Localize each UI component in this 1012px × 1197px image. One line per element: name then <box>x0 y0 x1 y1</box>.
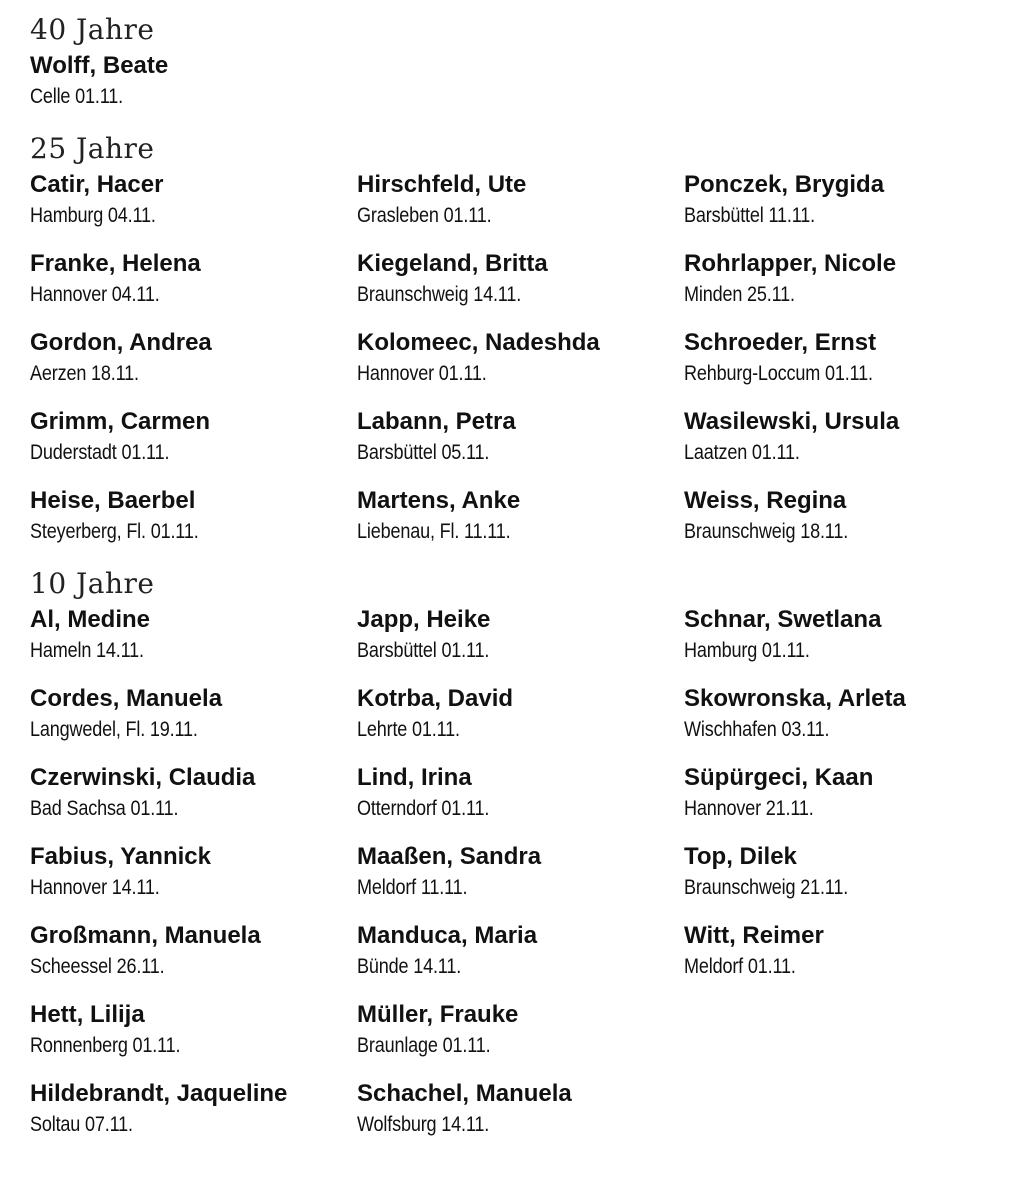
place-date: Hannover 21.11. <box>684 797 814 820</box>
person-name: Ponczek, Brygida <box>684 171 885 198</box>
place-date: Celle 01.11. <box>30 85 123 108</box>
person-name: Czerwinski, Claudia <box>30 764 256 791</box>
list-item <box>30 485 357 550</box>
list-item <box>357 406 684 471</box>
list-item <box>30 248 357 313</box>
list-item <box>30 841 357 906</box>
place-date: Hamburg 04.11. <box>30 204 156 227</box>
list-item <box>684 683 1000 748</box>
jubilee-list <box>30 10 1000 1143</box>
entries-grid <box>30 169 1000 550</box>
list-item <box>684 762 1000 827</box>
person-name: Maaßen, Sandra <box>357 843 542 870</box>
person-name: Kolomeec, Nadeshda <box>357 329 600 356</box>
place-date: Liebenau, Fl. 11.11. <box>357 520 511 543</box>
list-item <box>357 762 684 827</box>
list-item <box>684 406 1000 471</box>
person-name: Martens, Anke <box>357 487 521 514</box>
person-name: Wolff, Beate <box>30 52 169 79</box>
list-item <box>357 248 684 313</box>
place-date: Hameln 14.11. <box>30 639 144 662</box>
list-item <box>30 604 357 669</box>
place-date: Laatzen 01.11. <box>684 441 800 464</box>
list-item <box>30 999 357 1064</box>
person-name: Manduca, Maria <box>357 922 538 949</box>
person-name: Hildebrandt, Jaqueline <box>30 1080 288 1107</box>
section-25-jahre <box>30 129 1000 550</box>
place-date: Barsbüttel 01.11. <box>357 639 490 662</box>
list-item <box>30 1078 357 1143</box>
list-item <box>30 762 357 827</box>
person-name: Catir, Hacer <box>30 171 164 198</box>
empty-cell <box>684 1078 1000 1143</box>
place-date: Bünde 14.11. <box>357 955 462 978</box>
person-name: Heise, Baerbel <box>30 487 196 514</box>
list-item <box>30 169 357 234</box>
place-date: Langwedel, Fl. 19.11. <box>30 718 198 741</box>
person-name: Japp, Heike <box>357 606 491 633</box>
person-name: Cordes, Manuela <box>30 685 223 712</box>
place-date: Rehburg-Loccum 01.11. <box>684 362 873 385</box>
place-date: Braunlage 01.11. <box>357 1034 491 1057</box>
person-name: Franke, Helena <box>30 250 201 277</box>
person-name: Skowronska, Arleta <box>684 685 906 712</box>
list-item <box>684 327 1000 392</box>
list-item <box>684 169 1000 234</box>
person-name: Schnar, Swetlana <box>684 606 882 633</box>
list-item <box>357 1078 684 1143</box>
list-item <box>357 999 684 1064</box>
person-name: Rohrlapper, Nicole <box>684 250 897 277</box>
person-name: Süpürgeci, Kaan <box>684 764 874 791</box>
place-date: Barsbüttel 11.11. <box>684 204 815 227</box>
place-date: Lehrte 01.11. <box>357 718 460 741</box>
place-date: Hannover 01.11. <box>357 362 487 385</box>
place-date: Otterndorf 01.11. <box>357 797 490 820</box>
person-name: Müller, Frauke <box>357 1001 519 1028</box>
list-item <box>30 50 357 115</box>
person-name: Labann, Petra <box>357 408 516 435</box>
list-item <box>357 920 684 985</box>
place-date: Soltau 07.11. <box>30 1113 133 1136</box>
place-date: Meldorf 01.11. <box>684 955 796 978</box>
section-40-jahre <box>30 10 1000 115</box>
empty-cell <box>684 999 1000 1064</box>
person-name: Schachel, Manuela <box>357 1080 572 1107</box>
person-name: Fabius, Yannick <box>30 843 211 870</box>
section-10-jahre <box>30 564 1000 1143</box>
place-date: Hamburg 01.11. <box>684 639 810 662</box>
person-name: Wasilewski, Ursula <box>684 408 900 435</box>
list-item <box>357 604 684 669</box>
place-date: Grasleben 01.11. <box>357 204 492 227</box>
section-title: 40 Jahre <box>30 13 155 46</box>
entries-grid <box>30 604 1000 1143</box>
list-item <box>357 841 684 906</box>
place-date: Hannover 04.11. <box>30 283 160 306</box>
person-name: Gordon, Andrea <box>30 329 212 356</box>
place-date: Braunschweig 14.11. <box>357 283 522 306</box>
list-item <box>684 841 1000 906</box>
person-name: Al, Medine <box>30 606 151 633</box>
place-date: Scheessel 26.11. <box>30 955 165 978</box>
list-item <box>30 406 357 471</box>
section-title: 25 Jahre <box>30 132 155 165</box>
list-item <box>684 485 1000 550</box>
person-name: Großmann, Manuela <box>30 922 261 949</box>
person-name: Weiss, Regina <box>684 487 847 514</box>
list-item <box>357 485 684 550</box>
list-item <box>357 327 684 392</box>
person-name: Hett, Lilija <box>30 1001 145 1028</box>
place-date: Aerzen 18.11. <box>30 362 139 385</box>
person-name: Schroeder, Ernst <box>684 329 877 356</box>
person-name: Witt, Reimer <box>684 922 824 949</box>
person-name: Top, Dilek <box>684 843 797 870</box>
list-item <box>30 920 357 985</box>
entries-grid <box>30 50 1000 115</box>
person-name: Grimm, Carmen <box>30 408 211 435</box>
list-item <box>684 604 1000 669</box>
list-item <box>357 169 684 234</box>
place-date: Duderstadt 01.11. <box>30 441 170 464</box>
list-item <box>684 248 1000 313</box>
section-title: 10 Jahre <box>30 567 155 600</box>
list-item <box>684 920 1000 985</box>
place-date: Wischhafen 03.11. <box>684 718 830 741</box>
place-date: Bad Sachsa 01.11. <box>30 797 179 820</box>
place-date: Steyerberg, Fl. 01.11. <box>30 520 199 543</box>
place-date: Braunschweig 21.11. <box>684 876 849 899</box>
list-item <box>357 683 684 748</box>
place-date: Barsbüttel 05.11. <box>357 441 490 464</box>
place-date: Minden 25.11. <box>684 283 795 306</box>
person-name: Hirschfeld, Ute <box>357 171 527 198</box>
place-date: Wolfsburg 14.11. <box>357 1113 490 1136</box>
person-name: Lind, Irina <box>357 764 472 791</box>
person-name: Kiegeland, Britta <box>357 250 548 277</box>
place-date: Braunschweig 18.11. <box>684 520 849 543</box>
place-date: Meldorf 11.11. <box>357 876 468 899</box>
place-date: Hannover 14.11. <box>30 876 160 899</box>
place-date: Ronnenberg 01.11. <box>30 1034 181 1057</box>
list-item <box>30 683 357 748</box>
list-item <box>30 327 357 392</box>
person-name: Kotrba, David <box>357 685 514 712</box>
